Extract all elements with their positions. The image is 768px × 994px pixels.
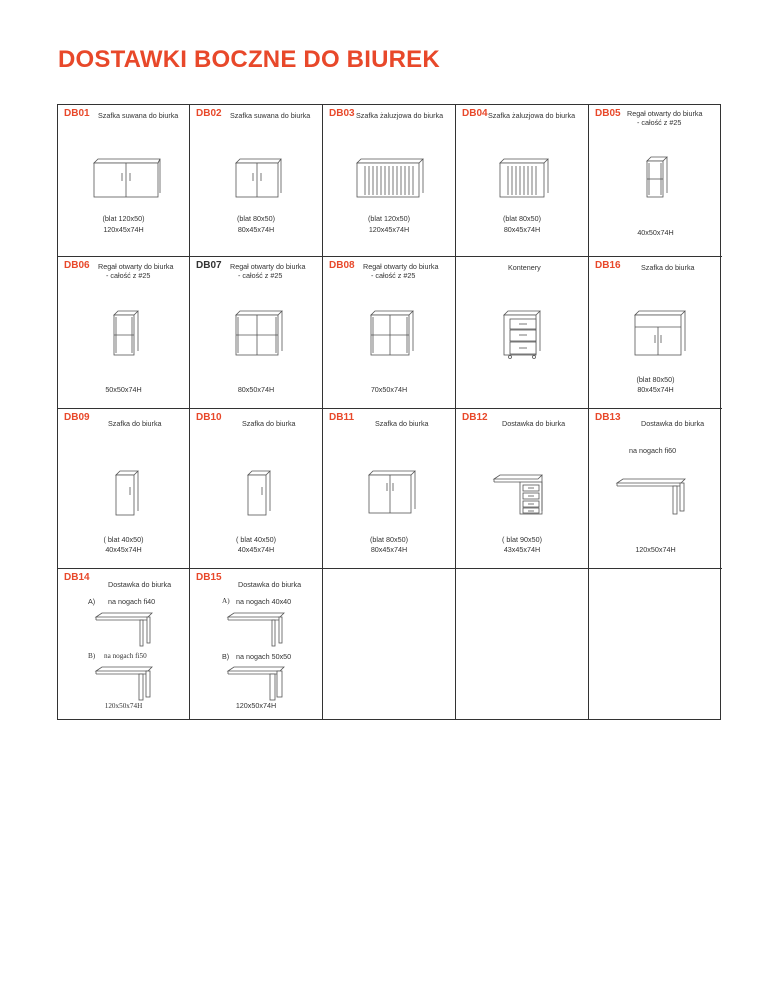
product-code: DB15 [196,572,222,583]
caption-size: 80x45x74H [503,225,541,234]
caption-top: (blat 80x50) [370,535,408,544]
desk-extension-with-drawers-drawing [492,473,558,519]
cell-db05 [589,105,722,257]
cell-db06 [58,257,190,409]
product-code: DB06 [64,260,90,271]
caption-size: 40x50x74H [637,228,674,237]
caption-size: 40x45x74H [105,545,142,554]
cell-db04 [456,105,589,257]
desk-extension-round-legs-a-drawing [94,611,156,651]
product-code: DB10 [196,412,222,423]
product-desc: Kontenery [508,263,541,272]
cabinet-tambour-wide-drawing [355,155,425,199]
caption-top: ( blat 40x50) [236,535,276,544]
cell-db03 [323,105,456,257]
product-desc: Szafka suwana do biurka [98,111,179,120]
cell-empty-2 [456,569,589,720]
product-code: DB08 [329,260,355,271]
open-shelf-drawing [112,309,144,359]
open-shelf-double-drawing [234,309,288,359]
caption-size: 120x50x74H [235,701,277,710]
product-code: DB05 [595,108,621,119]
desk-extension-square-legs-a-drawing [226,611,288,651]
cell-db15 [190,569,323,720]
product-desc: Dostawka do biurka [502,419,566,428]
cell-db02 [190,105,323,257]
option-a-label: na nogach 40x40 [236,597,292,606]
cell-db13 [589,409,722,569]
cell-empty-3 [589,569,722,720]
caption-top: (blat 80x50) [237,214,275,223]
cabinet-sliding-drawing [234,155,284,199]
product-desc: Szafka żaluzjowa do biurka [356,111,444,120]
product-desc: Regał otwarty do biurka [230,262,306,271]
cell-db08 [323,257,456,409]
product-desc: Szafka do biurka [108,419,162,428]
product-desc: Regał otwarty do biurka [627,109,703,118]
option-b-label: na nogach 50x50 [236,652,292,661]
caption-size: 120x45x74H [103,225,144,234]
caption-size: 70x50x74H [370,385,408,394]
cell-db12 [456,409,589,569]
caption-top: ( blat 90x50) [502,535,542,544]
product-desc: Szafka do biurka [641,263,695,272]
product-desc-note: - całość z #25 [238,271,283,280]
cabinet-double-door-drawing [367,469,419,519]
product-desc-note: - całość z #25 [371,271,416,280]
product-desc-note: - całość z #25 [637,118,682,127]
product-code: DB12 [462,412,488,423]
cell-db01 [58,105,190,257]
product-code: DB14 [64,572,90,583]
cell-db11 [323,409,456,569]
product-desc: Szafka do biurka [375,419,429,428]
caption-size: 80x45x74H [237,225,275,234]
cell-containers [456,257,589,409]
product-code: DB01 [64,108,90,119]
open-shelf-double-drawing [369,309,419,359]
product-desc: Regał otwarty do biurka [98,262,174,271]
product-grid [57,104,721,720]
product-desc-note: na nogach fi60 [629,446,677,455]
caption-top: (blat 120x50) [102,214,145,223]
cabinet-sliding-wide-drawing [92,155,162,199]
caption-size: 50x50x74H [105,385,142,394]
product-code: DB09 [64,412,90,423]
cabinet-single-door-drawing [114,469,142,519]
option-b-letter: B) [88,652,96,660]
option-b-letter: B) [222,652,230,661]
product-code: DB16 [595,260,621,271]
product-desc: Szafka do biurka [242,419,296,428]
page-title: DOSTAWKI BOCZNE DO BIUREK [58,46,440,73]
product-desc: Szafka suwana do biurka [230,111,311,120]
caption-size: 80x50x74H [237,385,275,394]
caption-size: 80x45x74H [637,385,674,394]
caption-size: 120x45x74H [368,225,410,234]
product-desc-note: - całość z #25 [106,271,151,280]
option-a-letter: A) [222,597,230,605]
option-b-label: na nogach fi50 [104,652,147,660]
product-desc: Szafka żaluzjowa do biurka [488,111,576,120]
cell-db09 [58,409,190,569]
product-code: DB11 [329,412,355,423]
cabinet-single-door-drawing [246,469,274,519]
product-code: DB07 [196,260,222,271]
product-code: DB03 [329,108,355,119]
caption-size: 40x45x74H [237,545,275,554]
product-code: DB04 [462,108,488,119]
cell-db14 [58,569,190,720]
option-a-letter: A) [88,597,96,606]
drawer-container-drawing [502,309,546,361]
caption-size: 80x45x74H [370,545,408,554]
cabinet-with-shelf-drawing [633,309,689,359]
caption-size: 120x50x74H [104,702,143,710]
product-desc: Regał otwarty do biurka [363,262,439,271]
open-shelf-narrow-drawing [645,155,671,199]
cell-db16 [589,257,722,409]
product-desc: Dostawka do biurka [641,419,705,428]
cell-db10 [190,409,323,569]
caption-size: 120x50x74H [635,545,676,554]
caption-size: 43x45x74H [503,545,541,554]
desk-extension-round-legs-b-drawing [94,665,156,705]
desk-extension-square-legs-b-drawing [226,665,288,705]
product-desc: Dostawka do biurka [238,580,302,589]
caption-top: (blat 120x50) [368,214,410,223]
cabinet-tambour-drawing [498,155,552,199]
cell-db07 [190,257,323,409]
desk-extension-legs-drawing [615,477,697,517]
caption-top: (blat 80x50) [636,375,675,384]
product-desc: Dostawka do biurka [108,580,172,589]
product-code: DB02 [196,108,222,119]
option-a-label: na nogach fi40 [108,597,156,606]
cell-empty-1 [323,569,456,720]
caption-top: ( blat 40x50) [103,535,144,544]
product-code: DB13 [595,412,621,423]
caption-top: (blat 80x50) [503,214,541,223]
